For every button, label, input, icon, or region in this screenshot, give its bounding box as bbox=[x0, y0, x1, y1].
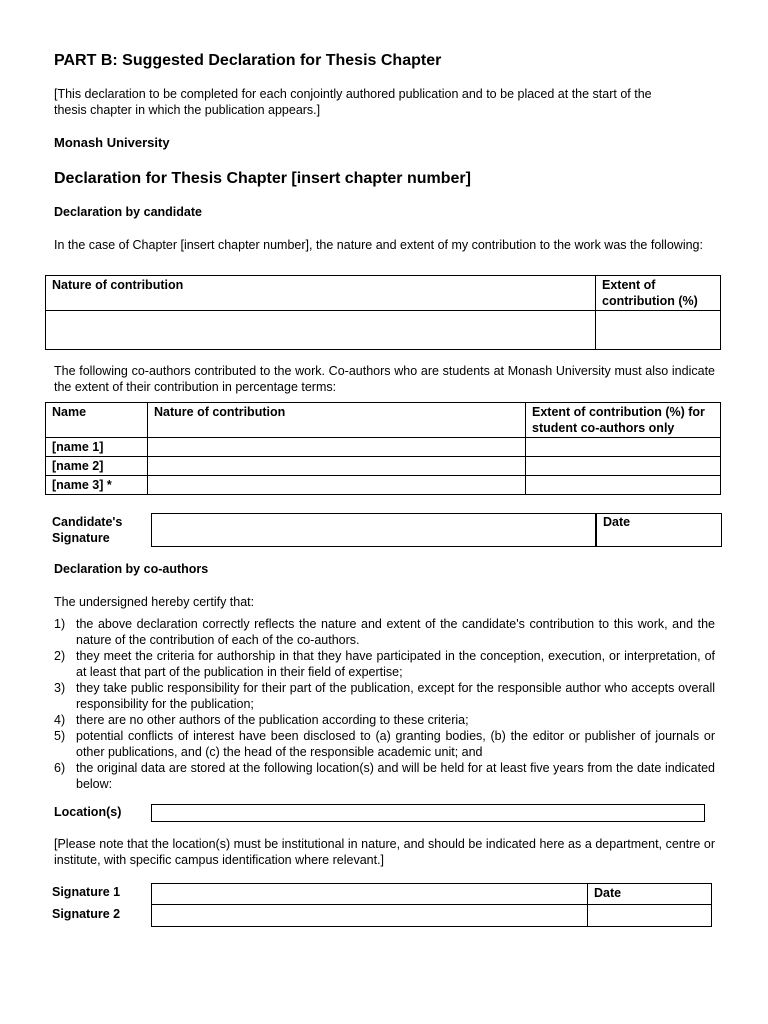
candidate-heading: Declaration by candidate bbox=[54, 205, 202, 219]
list-item: 2) they meet the criteria for authorship in that they have participated in the conception, execution, or interpretation, of at least that part of the publication in their field of expertise; bbox=[54, 649, 715, 679]
signature-2-date-field[interactable] bbox=[588, 905, 712, 927]
candidate-signature-box[interactable] bbox=[151, 513, 597, 547]
signature-1-field[interactable] bbox=[152, 884, 588, 905]
coauthor-col-name: Name bbox=[46, 403, 148, 438]
list-item: 4) there are no other authors of the publication according to these criteria; bbox=[54, 713, 469, 727]
signature-2-label: Signature 2 bbox=[52, 907, 121, 921]
coauthor-extent[interactable] bbox=[526, 457, 721, 476]
coauthor-nature[interactable] bbox=[148, 457, 526, 476]
coauthor-extent[interactable] bbox=[526, 438, 721, 457]
contribution-table bbox=[45, 275, 721, 350]
table-row bbox=[46, 457, 721, 476]
university-name: Monash University bbox=[54, 135, 170, 150]
list-item: 3) they take public responsibility for their part of the publication, except for the responsible author who accepts overall responsibility for the publication; bbox=[54, 681, 715, 711]
location-label: Location(s) bbox=[54, 805, 122, 819]
coauthor-intro: The following co-authors contributed to the work. Co-authors who are students at Monash University must also indicate the extent of their contribution in percentage terms: bbox=[54, 364, 715, 394]
coauthor-extent[interactable] bbox=[526, 476, 721, 495]
signature-2-field[interactable] bbox=[152, 905, 588, 927]
table-row bbox=[46, 438, 721, 457]
coauthor-table bbox=[45, 402, 721, 495]
candidate-intro: In the case of Chapter [insert chapter number], the nature and extent of my contribution to the work was the following: bbox=[54, 238, 703, 252]
coauthor-col-nature: Nature of contribution bbox=[148, 403, 526, 438]
contribution-col-extent: Extent of contribution (%) bbox=[596, 276, 721, 311]
contribution-col-nature: Nature of contribution bbox=[46, 276, 596, 311]
contribution-extent-cell[interactable] bbox=[596, 311, 721, 350]
list-item: 5) potential conflicts of interest have been disclosed to (a) granting bodies, (b) the editor or publisher of journals or other publications, and (c) the head of the responsible academic unit; and bbox=[54, 729, 715, 759]
candidate-signature-label: Candidate's Signature bbox=[52, 515, 123, 545]
signature-1-label: Signature 1 bbox=[52, 885, 121, 899]
coauthors-heading: Declaration by co-authors bbox=[54, 562, 209, 576]
declaration-title: Declaration for Thesis Chapter [insert chapter number] bbox=[54, 170, 471, 187]
certify-intro: The undersigned hereby certify that: bbox=[54, 595, 255, 609]
coauthor-name: [name 2] bbox=[46, 457, 148, 476]
candidate-date-box[interactable] bbox=[595, 513, 722, 547]
part-title: PART B: Suggested Declaration for Thesis Chapter bbox=[54, 52, 442, 69]
signature-date-label: Date bbox=[588, 884, 712, 905]
intro-note: [This declaration to be completed for each conjointly authored publication and to be placed at the start of the thesis chapter in which the publication appears.] bbox=[54, 87, 652, 117]
location-note: [Please note that the location(s) must be institutional in nature, and should be indicated here as a department, centre or institute, with specific campus identification where relevant.] bbox=[54, 837, 715, 867]
coauthor-nature[interactable] bbox=[148, 438, 526, 457]
coauthor-name: [name 3] * bbox=[46, 476, 148, 495]
list-item: 6) the original data are stored at the following location(s) and will be held for at least five years from the date indicated below: bbox=[54, 761, 715, 791]
location-field[interactable] bbox=[151, 804, 705, 822]
coauthor-col-extent: Extent of contribution (%) for student co-authors only bbox=[526, 403, 721, 438]
signature-table bbox=[151, 883, 712, 927]
contribution-nature-cell[interactable] bbox=[46, 311, 596, 350]
list-item: 1) the above declaration correctly reflects the nature and extent of the candidate's contribution to this work, and the nature of the contribution of each of the co-authors. bbox=[54, 617, 715, 647]
table-row bbox=[46, 476, 721, 495]
coauthor-nature[interactable] bbox=[148, 476, 526, 495]
candidate-date-label: Date bbox=[603, 515, 631, 529]
coauthor-name: [name 1] bbox=[46, 438, 148, 457]
criteria-list bbox=[54, 616, 715, 792]
